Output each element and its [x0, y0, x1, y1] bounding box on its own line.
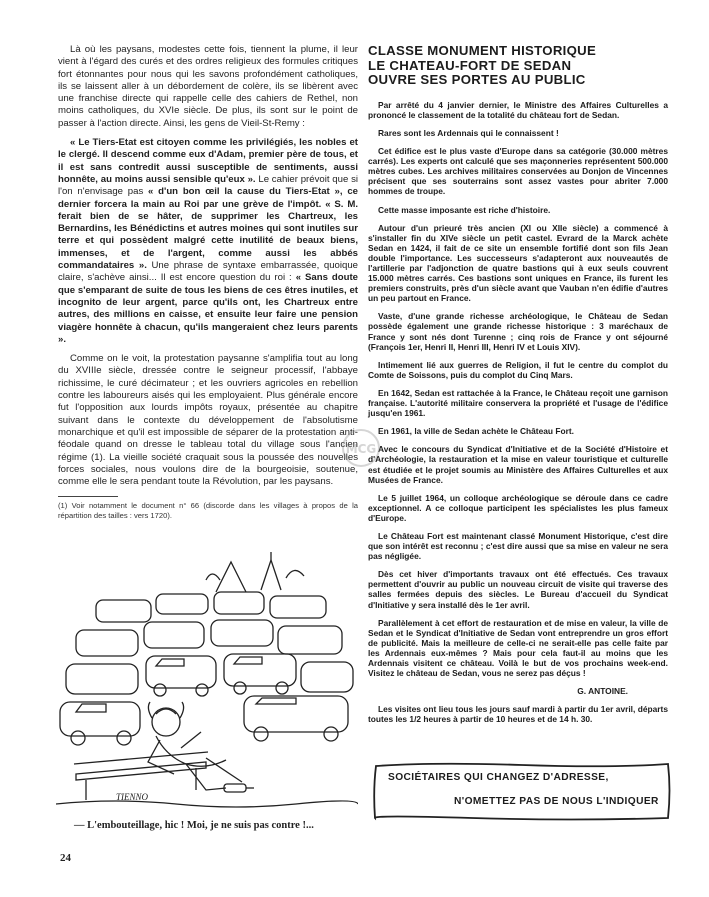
watermark-text: MCG — [345, 442, 377, 456]
notice-line-2: N'OMETTEZ PAS DE NOUS L'INDIQUER — [454, 796, 659, 807]
right-column — [368, 44, 668, 732]
article-paragraph: Intimement lié aux guerres de Religion, il fut le centre du complot du Comte de Soissons, puis du complot du Cinq Mars. — [368, 359, 668, 380]
intro-paragraph: Là où les paysans, modestes cette fois, tiennent la plume, il leur vient à l'égard des curés et des ordres religieux des formules critiques fort étonnantes pour nous qui les savons profondément catholiques, ils se laissent aller à un débordement de colère, ils se libèrent avec une franchise directe qui rappelle celle des cahiers de Rethel, non moins catholiques, du XVIe siècle. De plus, ils sont sur le point de passer à l'action directe. Ainsi, les gens de Vieil-St-Remy : — [58, 44, 358, 129]
article-paragraph: Autour d'un prieuré très ancien (XI ou XIIe siècle) a commencé à s'installer fin du XIVe siècle un petit castel. Evrard de la Marck achète Sedan en 1424, il fait de ce site un ensemble fortifié dont son fils Jean double l'importance. Les successeurs s'adapteront aux nouveautés de l'artillerie par l'adjonction de quatre bastions qui à eux seuls couvrent 15.000 mètres carrés. Ces bastions sont uniques en France, ils furent les premiers construits, près d'un siècle avant que Vauban n'en édifie d'autres un peu partout en France. — [368, 222, 668, 304]
article-paragraph: En 1642, Sedan est rattachée à la France, le Château reçoit une garnison française. L'autorité militaire conservera la propriété et l'usage de l'édifice jusqu'en 1961. — [368, 387, 668, 419]
quote-bold-3: « Sans doute que s'emparant de suite de tous les biens de ces êtres inutiles, et incognito de leur argent, parce qu'ils ont, les Chartreux entre autres, des millions en caisse, et ensuite leur faire une pension viagère honnête à chacun, qu'ils mangeraient chez leurs parents ». — [58, 272, 358, 345]
article-paragraph: Avec le concours du Syndicat d'Initiative et de la Société d'Histoire et d'Archéologie, la restauration et la mise en valeur touristique et culturelle est étudiée et le projet soumis au Ministère des Affaires Culturelles et aux Musées de France. — [368, 444, 668, 485]
watermark-logo — [336, 426, 386, 470]
cartoon-signature: TIENNO — [116, 792, 149, 802]
visiting-hours: Les visites ont lieu tous les jours sauf mardi à partir du 1er avril, départs toutes les 1/2 heures à partir de 10 heures et de 14 h. 30. — [368, 704, 668, 725]
article-paragraph: Parallèlement à cet effort de restauration et de mise en valeur, la ville de Sedan et le Syndicat d'Initiative de Sedan vont entreprendre un gros effort de publicité. Mais la meilleure de celle-ci ne serait-elle pas celle faite par les Ardennais eux-mêmes ? Mais pour cela faut-il au moins que les Ardennais visitent ce château. Voilà le but de vos prochains week-end. Visitez le château de Sedan, vous ne serez pas déçus ! — [368, 617, 668, 679]
headline-line-2: LE CHATEAU-FORT DE SEDAN — [368, 57, 572, 73]
article-paragraph: Le 5 juillet 1964, un colloque archéologique se déroule dans ce cadre exceptionnel. A ce colloque participent les spécialistes les plus fameux d'Europe. — [368, 492, 668, 523]
cartoon-caption: — L'embouteillage, hic ! Moi, je ne suis pas contre !... — [74, 820, 314, 831]
footnote: (1) Voir notamment le document n° 66 (discorde dans les villages à propos de la répartition des tailles : vers 1720). — [58, 501, 358, 521]
author-signature: G. ANTOINE. — [577, 686, 628, 697]
quote-normal-1: Le cahier prévoit que si l'on n'envisage pas — [58, 173, 359, 198]
address-change-notice — [372, 760, 672, 822]
article-paragraph: Cette masse imposante est riche d'histoire. — [378, 204, 551, 215]
article-paragraph: Le Château Fort est maintenant classé Monument Historique, c'est dire que son intérêt est reconnu ; c'est dire aussi que sa mise en valeur ne sera pas négligée. — [368, 530, 668, 562]
article-paragraph: En 1961, la ville de Sedan achète le Château Fort. — [378, 426, 574, 437]
article-paragraph: Vaste, d'une grande richesse archéologique, le Château de Sedan possède également une grande richesse historique : 3 maréchaux de France y sont nés dont Turenne ; cinq rois de France y ont séjourné (François 1er, Henri II, Henri III, Henri IV et Louis XIV). — [368, 311, 668, 352]
article-paragraph: Dès cet hiver d'importants travaux ont été effectués. Ces travaux permettent d'ouvrir au public un nouveau circuit de visite qui traverse des salles fermées depuis des siècles. Le Bureau d'accueil du Syndicat d'Initiative y sera installé dès le 1er avril. — [368, 569, 668, 610]
article-paragraph: Rares sont les Ardennais qui le connaissent ! — [378, 127, 559, 138]
quote-paragraph — [58, 137, 358, 346]
notice-border — [372, 760, 672, 822]
notice-line-1: SOCIÉTAIRES QUI CHANGEZ D'ADRESSE, — [388, 772, 609, 783]
article-paragraph: Cet édifice est le plus vaste d'Europe dans sa catégorie (30.000 mètres carrés). Les experts ont calculé que ses maçonneries représentent 500.000 mètres cubes. Les archives militaires conservées au Donjon de Vincennes précisent que ses souterrains sont assez vastes pour abriter 7.000 hommes de troupe. — [368, 146, 668, 197]
quote-normal-2: Une phrase de syntaxe embarrassée, quoique claire, s'achève ainsi... Il est encore question du roi : — [58, 260, 358, 284]
quote-bold-2: « d'un bon œil la cause du Tiers-Etat », ce dernier forcera la main au Roi par une grève de l'impôt. « S. M. ferait bien de se hâter, de supprimer les Chartreux, les Bernardins, les Bénédictins et autres moines qui sont inutiles sur terre et qui possèdent malgré cette inutilité de beaux biens, immenses, et de l'argent, comme aussi les abbés commandataires ». — [58, 186, 358, 272]
quote-bold-1: « Le Tiers-Etat est citoyen comme les privilégiés, les nobles et le clergé. Il descend comme eux d'Adam, premier père de tous, et il est sans contredit aussi susceptible de sentiments, aussi honnête, au moins aussi sensible qu'eux ». — [58, 137, 358, 185]
conclusion-paragraph: Comme on le voit, la protestation paysanne s'amplifia tout au long du XVIIIe siècle, dressée contre le seigneur processif, l'abbaye richissime, le curé décimateur ; et les ouvriers agricoles en rebellion contre les laboureurs aisés qui les employaient. Plus générale encore fut l'opposition aux lourds impôts royaux, présentée au chapitre suivant dans le contexte du développement de l'absolutisme monarchique et qu'il est impossible de séparer de la protestation anti-féodale quand on dresse le tableau total du village sous l'ancien régime (1). La vieille société craquait sous la poussée des nouvelles forces sociales, nous voulons dire de la bourgeoisie, soutenue, comme elle le sera pendant toute la Révolution, par les paysans. — [58, 353, 358, 488]
headline-line-3: OUVRE SES PORTES AU PUBLIC — [368, 72, 586, 88]
footnote-divider — [58, 496, 118, 497]
headline-line-1: CLASSE MONUMENT HISTORIQUE — [368, 43, 597, 58]
cartoon-illustration — [56, 552, 358, 814]
article-paragraph: Par arrêté du 4 janvier dernier, le Ministre des Affaires Culturelles a prononcé le classement de la totalité du château fort de Sedan. — [368, 99, 668, 120]
watermark-icon — [336, 426, 386, 470]
page-number: 24 — [60, 852, 71, 864]
traffic-jam-cartoon — [56, 552, 358, 814]
left-column — [58, 44, 358, 521]
article-headline — [368, 44, 668, 88]
